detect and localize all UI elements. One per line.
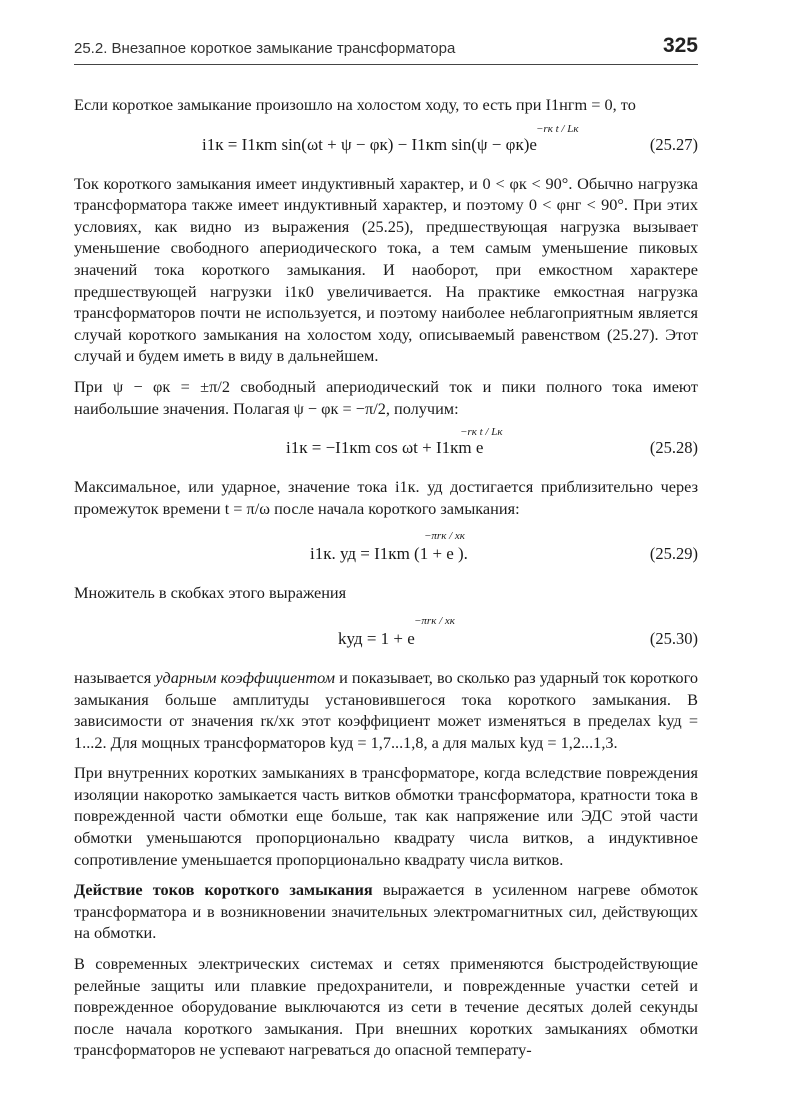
equation-formula: i1к. уд = I1кm (1 + e [310,544,454,564]
equation-25-29 [74,528,698,574]
equation-tail: ). [458,544,468,564]
equation-number: (25.28) [649,438,698,458]
equation-formula: i1к = −I1кm cos ωt + I1кm e [286,438,484,458]
paragraph-8 [74,879,698,944]
paragraph-5: Множитель в скобках этого выражения [74,583,347,603]
paragraph-3: При ψ − φк = ±π/2 свободный апериодический ток и пики полного тока имеют наибольшие значения. Полагая ψ − φк = −π/2, получим: [74,376,698,418]
text-run: называется [74,667,156,687]
equation-number: (25.30) [649,628,698,648]
equation-25-28 [74,428,698,468]
emphasis-term: ударным коэффициентом [155,667,336,687]
section-title: 25.2. Внезапное короткое замыкание трансформатора [74,40,456,57]
running-header [74,34,698,65]
paragraph-1: Если короткое замыкание произошло на холостом ходу, то есть при I1нгm = 0, то [74,95,636,114]
equation-25-30 [74,613,698,659]
equation-formula: kуд = 1 + e [338,628,415,648]
paragraph-2: Ток короткого замыкания имеет индуктивный характер, и 0 < φк < 90°. Обычно нагрузка трансформатора также имеет индуктивный характер, и поэтому 0 < φнг < 90°. При этих условиях, как видно из выражения (25.25), предшествующая нагрузка вызывает уменьшение свободного апериодического тока, а тем самым уменьшение пиковых значений тока короткого замыкания. И наоборот, при емкостном характере предшествующей нагрузки i1к0 увеличивается. На практике емкостная нагрузка трансформаторов почти не используется, и поэтому наиболее неблагоприятным является случай короткого замыкания на холостом ходу, описываемый равенством (25.27). Этот случай и будем иметь в виду в дальнейшем. [74,173,698,366]
page-number: 325 [662,34,698,57]
equation-formula: i1к = I1кm sin(ωt + ψ − φк) − I1кm sin(ψ − φк)e [202,134,537,154]
page-body [74,94,698,1070]
equation-exponent: −rк t / Lк [460,426,503,439]
equation-number: (25.27) [649,134,698,154]
paragraph-7: При внутренних коротких замыканиях в трансформаторе, когда вследствие повреждения изоляции накоротко замыкается часть витков обмотки трансформатора, кратности тока в поврежденной части обмотки еще больше, так как напряжение или ЭДС этой части обмотки уменьшаются пропорционально квадрату числа витков, а индуктивное сопротивление уменьшается пропорционально квадрату числа витков. [74,763,698,869]
paragraph-4: Максимальное, или ударное, значение тока i1к. уд достигается приблизительно через промежуток времени t = π/ω после начала короткого замыкания: [74,477,698,518]
paragraph-9: В современных электрических системах и сетях применяются быстродействующие релейные защиты или плавкие предохранители, и поврежденные участки сетей и поврежденное оборудование выключаются из сети в течение десятых долей секунды после начала короткого замыкания. При внешних коротких замыканиях обмотки трансформаторов не успевают нагреваться до опасной температу- [74,954,698,1060]
equation-number: (25.29) [649,544,698,564]
equation-25-27 [74,122,698,165]
equation-exponent: −πrк / xк [424,530,465,543]
text-run: и показывает, во сколько раз ударный ток короткого замыкания больше амплитуды установившегося тока короткого замыкания. В зависимости от значения rк/xк этот коэффициент может изменяться в пределах kуд = 1...2. Для мощных трансформаторов kуд = 1,7...1,8, а для малых kуд = 1,2...1,3. [74,667,698,752]
equation-exponent: −πrк / xк [414,614,455,627]
equation-exponent: −rк t / Lк [536,122,579,135]
text-run: выражается в усиленном нагреве обмоток трансформатора и в возникновении значительных электромагнитных сил, действующих на обмотки. [74,880,698,943]
bold-term: Действие токов короткого замыкания [74,880,373,900]
paragraph-6 [74,667,698,753]
